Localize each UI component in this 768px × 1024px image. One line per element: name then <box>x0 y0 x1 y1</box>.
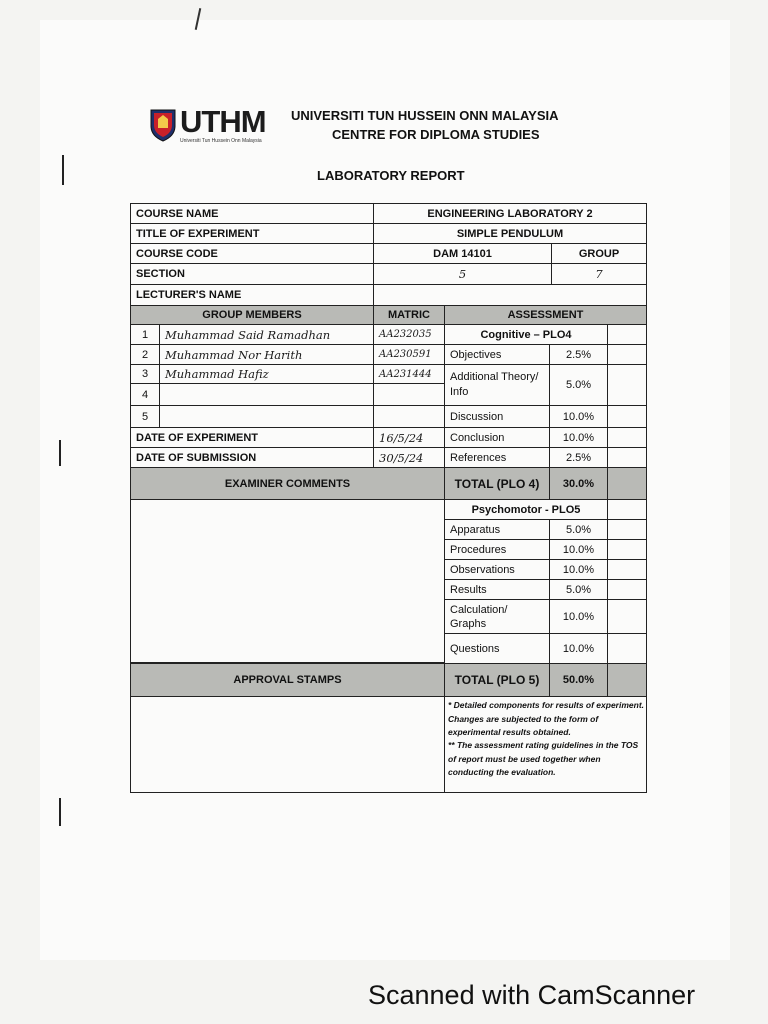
assessment-item-weight: 2.5% <box>549 344 608 365</box>
assessment-item-weight: 5.0% <box>549 579 608 600</box>
assessment-item-weight: 2.5% <box>549 447 608 468</box>
assessment-item-score <box>607 633 647 664</box>
assessment-item-label: Discussion <box>444 405 550 428</box>
assessment-item-weight: 5.0% <box>549 519 608 540</box>
course-code-label: COURSE CODE <box>130 243 374 264</box>
lecturer-value <box>373 284 647 306</box>
assessment-item-label: Calculation/ Graphs <box>444 599 550 634</box>
matric-header: MATRIC <box>373 305 445 325</box>
date-submission-label: DATE OF SUBMISSION <box>130 447 374 468</box>
psychomotor-title: Psychomotor - PLO5 <box>444 499 608 520</box>
binder-mark <box>59 798 61 826</box>
assessment-item-label: References <box>444 447 550 468</box>
member-name: Muhammad Said Ramadhan <box>159 324 374 345</box>
member-matric: AA231444 <box>373 364 445 384</box>
assessment-item-score <box>607 364 647 406</box>
title-value: SIMPLE PENDULUM <box>373 223 647 244</box>
logo-text: UTHM <box>180 104 266 139</box>
member-name <box>159 405 374 428</box>
assessment-item-score <box>607 405 647 428</box>
date-experiment-value: 16/5/24 <box>373 427 445 448</box>
examiner-comments-header: EXAMINER COMMENTS <box>130 467 445 500</box>
report-cover-table <box>130 203 647 793</box>
total-plo4-label: TOTAL (PLO 4) <box>444 467 550 500</box>
report-header <box>150 104 630 194</box>
assessment-item-weight: 10.0% <box>549 633 608 664</box>
report-title: LABORATORY REPORT <box>317 168 465 183</box>
assessment-item-score <box>607 447 647 468</box>
total-plo5-label: TOTAL (PLO 5) <box>444 663 550 697</box>
camscanner-watermark: Scanned with CamScanner <box>368 980 696 1010</box>
member-matric: AA230591 <box>373 344 445 365</box>
cognitive-title: Cognitive – PLO4 <box>444 324 608 345</box>
member-no: 1 <box>130 324 160 345</box>
assessment-item-label: Results <box>444 579 550 600</box>
group-members-header: GROUP MEMBERS <box>130 305 374 325</box>
binder-mark <box>59 440 61 466</box>
psychomotor-score <box>607 499 647 520</box>
date-submission-value: 30/5/24 <box>373 447 445 468</box>
assessment-item-weight: 5.0% <box>549 364 608 406</box>
centre-name: CENTRE FOR DIPLOMA STUDIES <box>332 127 540 142</box>
member-no: 4 <box>130 383 160 406</box>
assessment-item-weight: 10.0% <box>549 559 608 580</box>
group-value: 7 <box>551 263 647 285</box>
assessment-item-score <box>607 427 647 448</box>
course-name-value: ENGINEERING LABORATORY 2 <box>373 203 647 224</box>
assessment-item-label: Objectives <box>444 344 550 365</box>
approval-stamps-header: APPROVAL STAMPS <box>130 663 445 697</box>
section-label: SECTION <box>130 263 374 285</box>
course-name-label: COURSE NAME <box>130 203 374 224</box>
assessment-item-label: Observations <box>444 559 550 580</box>
assessment-item-label: Questions <box>444 633 550 664</box>
member-matric: AA232035 <box>373 324 445 345</box>
member-no: 5 <box>130 405 160 428</box>
assessment-item-label: Additional Theory/ Info <box>444 364 550 406</box>
assessment-item-weight: 10.0% <box>549 405 608 428</box>
assessment-item-score <box>607 539 647 560</box>
total-plo4-score <box>607 467 647 500</box>
logo-subtitle: Universiti Tun Hussein Onn Malaysia <box>180 138 262 144</box>
group-label: GROUP <box>551 243 647 264</box>
total-plo5-value: 50.0% <box>549 663 608 697</box>
assessment-item-label: Conclusion <box>444 427 550 448</box>
member-no: 2 <box>130 344 160 365</box>
assessment-header: ASSESSMENT <box>444 305 647 325</box>
title-label: TITLE OF EXPERIMENT <box>130 223 374 244</box>
uthm-logo <box>150 106 280 150</box>
binder-mark <box>62 155 64 185</box>
assessment-item-score <box>607 579 647 600</box>
course-code-value: DAM 14101 <box>373 243 552 264</box>
date-experiment-label: DATE OF EXPERIMENT <box>130 427 374 448</box>
assessment-item-weight: 10.0% <box>549 427 608 448</box>
note-assessment-guidelines: ** The assessment rating guidelines in the TOS of report must be used together when conducting the evaluation. <box>448 740 639 777</box>
assessment-item-score <box>607 519 647 540</box>
approval-stamps-area <box>130 696 445 793</box>
lecturer-label: LECTURER'S NAME <box>130 284 374 306</box>
cognitive-score <box>607 324 647 345</box>
member-name: Muhammad Nor Harith <box>159 344 374 365</box>
member-no: 3 <box>130 364 160 384</box>
examiner-comments-area <box>130 499 445 663</box>
assessment-item-label: Procedures <box>444 539 550 560</box>
member-name: Muhammad Hafiz <box>159 364 374 384</box>
section-value: 5 <box>373 263 552 285</box>
university-name: UNIVERSITI TUN HUSSEIN ONN MALAYSIA <box>291 108 559 123</box>
note-detailed-components: * Detailed components for results of experiment. Changes are subjected to the form of experimental results obtained. <box>448 700 645 737</box>
uthm-shield-icon <box>150 108 176 142</box>
assessment-item-score <box>607 344 647 365</box>
assessment-item-weight: 10.0% <box>549 539 608 560</box>
assessment-item-score <box>607 559 647 580</box>
assessment-item-score <box>607 599 647 634</box>
assessment-item-label: Apparatus <box>444 519 550 540</box>
total-plo5-score <box>607 663 647 697</box>
member-name <box>159 383 374 406</box>
total-plo4-value: 30.0% <box>549 467 608 500</box>
member-matric <box>373 405 445 428</box>
member-matric <box>373 383 445 406</box>
assessment-item-weight: 10.0% <box>549 599 608 634</box>
